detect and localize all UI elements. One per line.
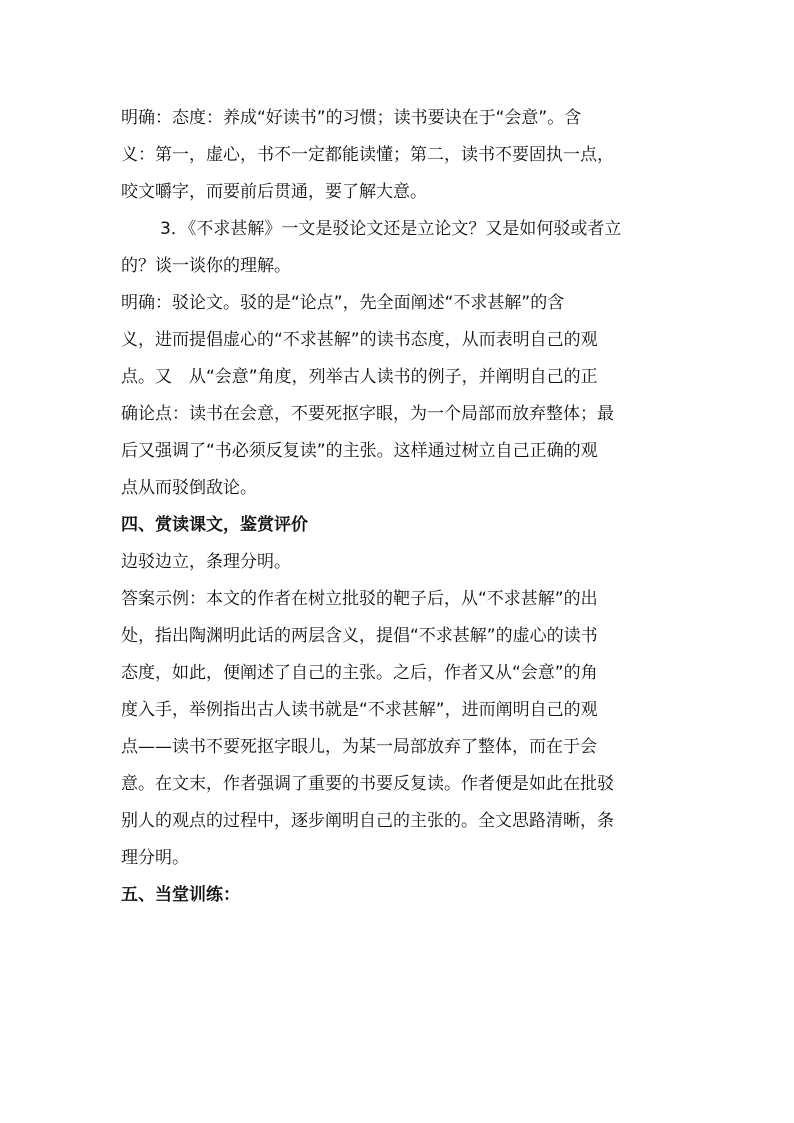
text-line: 点——读书不要死抠字眼儿，为某一局部放弃了整体，而在于会 (121, 737, 597, 757)
section-4-heading: 四、赏读课文，鉴赏评价 (121, 515, 308, 535)
text-line: 意。在文末，作者强调了重要的书要反复读。作者便是如此在批驳 (121, 774, 614, 794)
document-body (121, 100, 666, 914)
text-line: 后又强调了“书必须反复读”的主张。这样通过树立自己正确的观 (121, 441, 598, 461)
text-line: 理分明。 (121, 848, 189, 868)
question-3-paragraph (121, 211, 666, 285)
text-line: 明确：驳论文。驳的是“论点”，先全面阐述“不求甚解”的含 (121, 293, 565, 313)
text-line: 3．《不求甚解》一文是驳论文还是立论文？又是如何驳或者立 (160, 219, 622, 239)
text-line: 义，进而提倡虚心的“不求甚解”的读书态度，从而表明自己的观 (121, 330, 598, 350)
text-line: 确论点：读书在会意，不要死抠字眼，为一个局部而放弃整体；最 (121, 404, 614, 424)
text-line: 态度，如此，便阐述了自己的主张。之后，作者又从“会意”的角 (121, 663, 598, 683)
section-4-example-paragraph (121, 581, 666, 877)
text-line: 咬文嚼字，而要前后贯通，要了解大意。 (121, 182, 427, 202)
text-line: 的？谈一谈你的理解。 (121, 256, 291, 276)
text-line: 明确：态度：养成“好读书”的习惯；读书要诀在于“会意”。含 (121, 108, 582, 128)
section-4-summary (121, 544, 666, 581)
text-line: 答案示例：本文的作者在树立批驳的靶子后，从“不求甚解”的出 (121, 589, 598, 609)
text-line: 度入手，举例指出古人读书就是“不求甚解”，进而阐明自己的观 (121, 700, 598, 720)
answer-attitude-paragraph (121, 100, 666, 211)
text-line: 处，指出陶渊明此话的两层含义，提倡“不求甚解”的虚心的读书 (121, 626, 598, 646)
section-5-heading: 五、当堂训练： (121, 885, 240, 905)
text-line: 点从而驳倒敌论。 (121, 478, 257, 498)
text-line: 边驳边立，条理分明。 (121, 552, 291, 572)
answer-3-paragraph (121, 285, 666, 507)
text-line: 别人的观点的过程中，逐步阐明自己的主张的。全文思路清晰，条 (121, 811, 614, 831)
text-line: 点。又 从“会意”角度，列举古人读书的例子，并阐明自己的正 (121, 367, 598, 387)
text-line: 义：第一，虚心，书不一定都能读懂；第二，读书不要固执一点， (121, 145, 614, 165)
